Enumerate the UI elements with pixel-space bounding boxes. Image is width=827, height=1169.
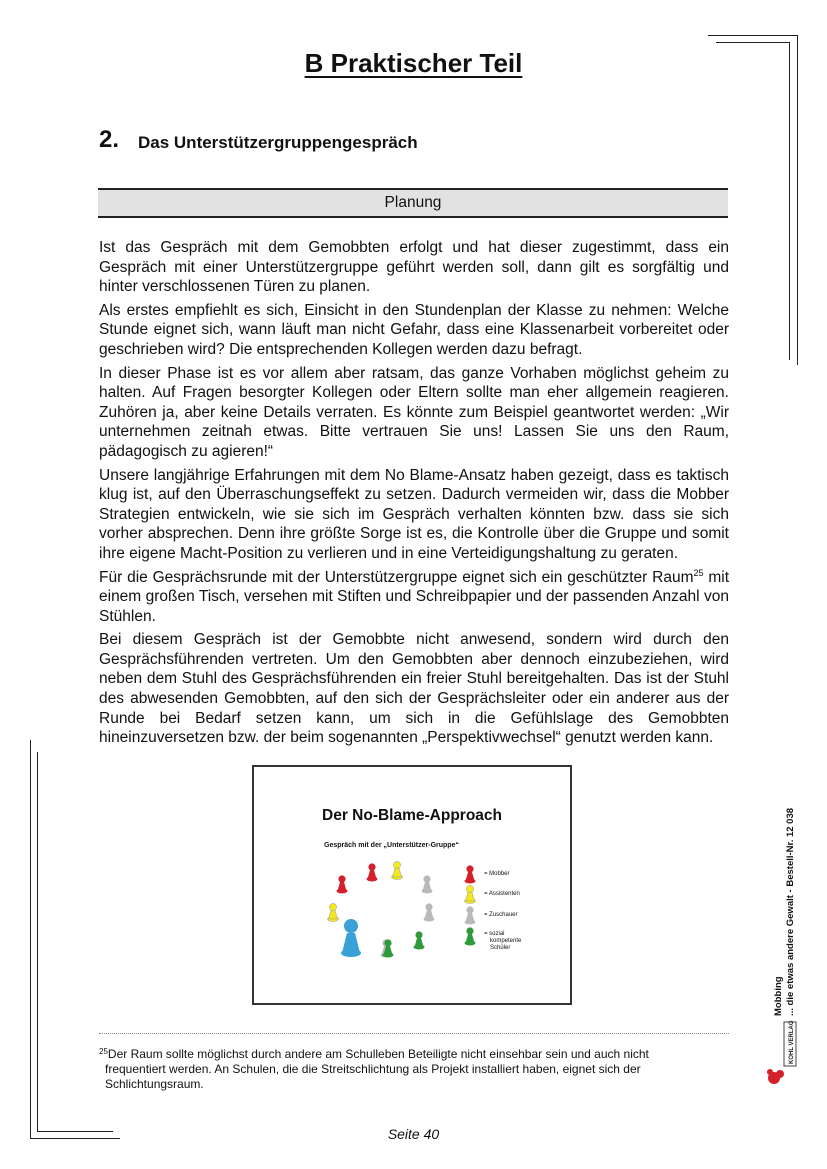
page-title: B Praktischer Teil bbox=[304, 48, 523, 78]
body-text bbox=[99, 238, 729, 752]
publisher-logo bbox=[764, 1020, 798, 1090]
section-title: Das Unterstützergruppengespräch bbox=[138, 133, 418, 152]
legend-zuschauer: = Zuschauer bbox=[484, 912, 518, 918]
paragraph: Als erstes empfiehlt es sich, Einsicht in den Stundenplan der Klasse zu nehmen: Welche Stunde eignet sich, wann läuft man nicht Gefahr, dass eine Klassenarbeit vorbereitet oder geschrieben wird? Die entsprechenden Kollegen werden dazu befragt. bbox=[99, 301, 729, 358]
planning-bar: Planung bbox=[98, 188, 728, 218]
sidebar-line-1: Mobbing bbox=[773, 976, 784, 1016]
paragraph: Ist das Gespräch mit dem Gemobbten erfolgt und hat dieser zugestimmt, dass ein Gespräch mit einer Unterstützergruppe geführt werden soll, dann gilt es sorgfältig und hinter verschlossenen Türen zu planen. bbox=[99, 239, 729, 296]
legend-assistenten: = Assistenten bbox=[484, 891, 520, 897]
frame-bottom-left-v1 bbox=[30, 740, 31, 1138]
legend-sozial: = sozial kompetente Schüler bbox=[484, 931, 522, 951]
footnote-separator bbox=[99, 1033, 729, 1034]
legend-mobber: = Mobber bbox=[484, 871, 510, 877]
pawn-blue bbox=[341, 919, 361, 957]
sidebar-line-2: ... die etwas andere Gewalt - Bestell-Nr. 12 038 bbox=[785, 807, 796, 1016]
figure-title: Der No-Blame-Approach bbox=[322, 807, 502, 824]
pawn-red bbox=[337, 863, 378, 893]
frame-bottom-left-v2 bbox=[37, 752, 38, 1132]
paragraph: Bei diesem Gespräch ist der Gemobbte nicht anwesend, sondern wird durch den Gesprächsführenden vertreten. Um den Gemobbten aber dennoch einzubeziehen, wird neben dem Stuhl des Gesprächsführenden ein freier Stuhl bereitgehalten. Das ist der Stuhl des abwesenden Gemobbten, auf den sich der Gesprächsleiter oder ein anderer aus der Runde bei Bedarf setzen kann, um sich in die Gefühlslage des Gemobbten hineinzuversetzen bzw. der beim sogenannten „Perspektivwechsel“ genutzt werden kann. bbox=[99, 631, 729, 747]
footnote-ref: 25 bbox=[693, 567, 704, 578]
pawn-green bbox=[383, 931, 425, 957]
publisher-logo-icon bbox=[764, 1020, 798, 1090]
paragraph: Für die Gesprächsrunde mit der Unterstützergruppe eignet sich ein geschützter Raum$^{25}$ mit einem großen Tisch, versehen mit Stiften und Schreibpapier und der passenden Anzahl von Stühlen. bbox=[99, 567, 730, 625]
frame-top-right-h1 bbox=[708, 35, 798, 36]
legend-pawns bbox=[465, 865, 476, 945]
paragraph: Unsere langjährige Erfahrungen mit dem No Blame-Ansatz haben gezeigt, dass es taktisch klug ist, auf den Überraschungseffekt zu setzen. Dadurch vermeiden wir, dass die Mobber Strategien entwickeln, wie sie sich im Gespräch verhalten könnten bzw. dass sie sich vorher absprechen. Denn ihre größte Sorge ist es, die Kontrolle über die Gruppe und somit ihre eigene Macht-Position zu verlieren und in eine Verteidigungshaltung zu geraten. bbox=[99, 466, 729, 562]
footnote: $^{25}$Der Raum sollte möglichst durch andere am Schulleben Beteiligte nicht einsehbar sein und auch nicht frequentiert werden. An Schulen, die die Streitschlichtung als Projekt installiert haben, eignet sich der Schlichtungsraum. bbox=[99, 1047, 649, 1091]
frame-top-right-v2 bbox=[789, 42, 790, 360]
page-number: Seite 40 bbox=[387, 1126, 440, 1142]
sidebar-order-info bbox=[760, 786, 820, 1016]
no-blame-figure bbox=[252, 765, 572, 1005]
section-number: 2. bbox=[99, 126, 120, 153]
pawn-circle-illustration bbox=[254, 767, 570, 1003]
figure-subtitle: Gespräch mit der „Unterstützer-Gruppe“ bbox=[324, 842, 459, 849]
paragraph: In dieser Phase ist es vor allem aber ratsam, das ganze Vorhaben möglichst geheim zu halten. Auf Fragen besorgter Kollegen oder Eltern sollte man eher allgemein reagieren. Zuhören ja, aber keine Details verraten. Es könnte zum Beispiel geantwortet werden: „Wir unternehmen zeitnah etwas. Bitte vertrauen Sie uns! Lassen Sie uns den Raum, pädagogisch zu agieren!“ bbox=[99, 364, 729, 460]
frame-top-right-h2 bbox=[716, 42, 790, 43]
publisher-logo-text: KOHL VERLAG bbox=[789, 1020, 795, 1064]
footnote-mark: 25 bbox=[99, 1047, 108, 1056]
frame-top-right-v1 bbox=[797, 35, 798, 365]
